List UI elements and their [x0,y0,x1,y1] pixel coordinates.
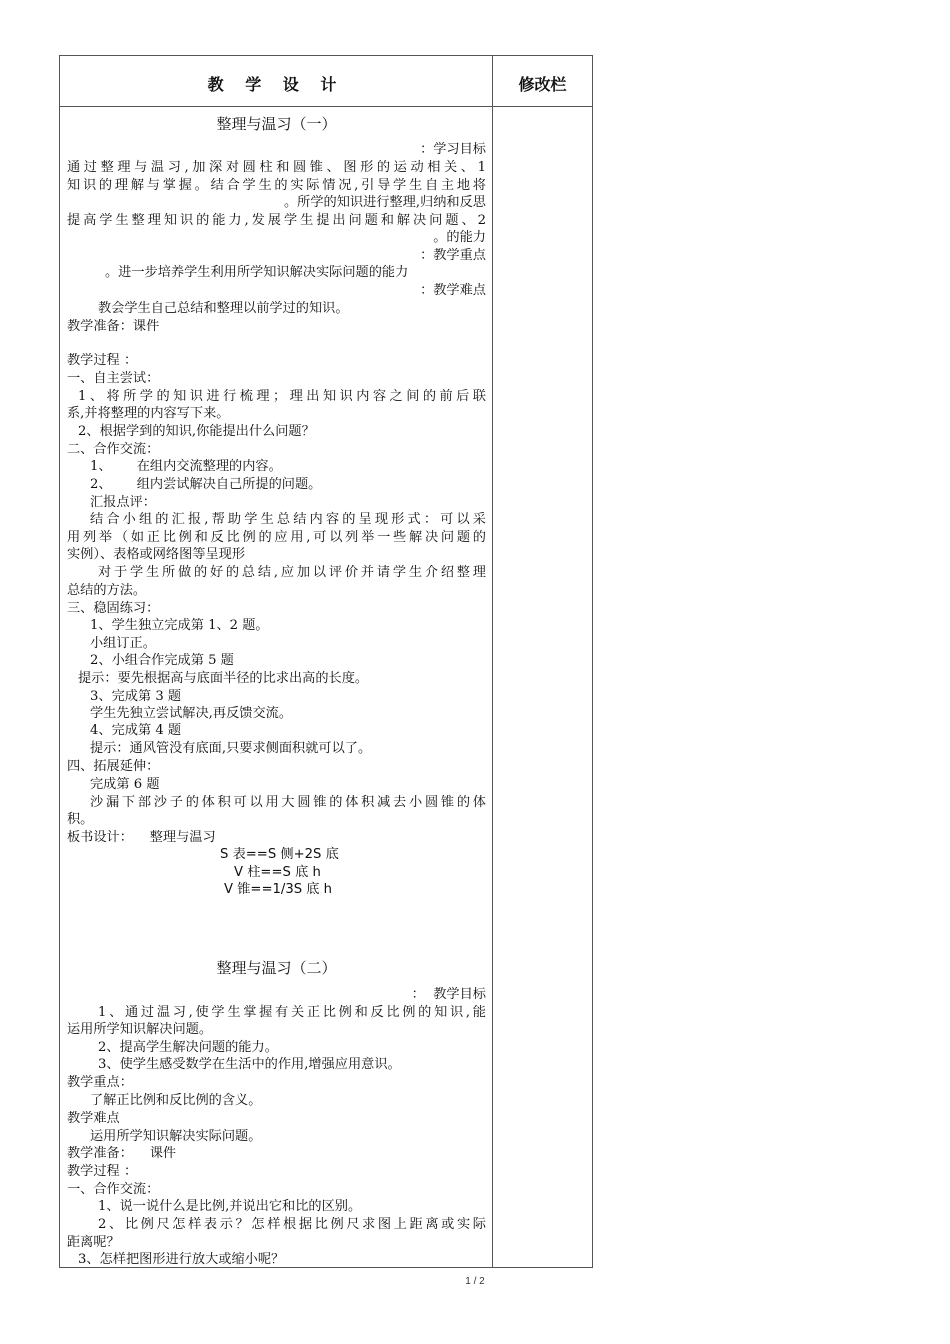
lesson1-prep: 教学准备：课件 [67,319,160,334]
formula: V 柱==S 底 h [234,865,321,880]
lesson1-goal-line: 知识的理解与掌握。结合学生的实际情况,引导学生自主地将 [67,178,486,193]
text-line: 用列举（如正比例和反比例的应用,可以列举一些解决问题的 [67,530,486,545]
text-line: 积。 [67,812,94,827]
board-design: 板书设计： 整理与温习 [67,830,216,845]
formula: S 表==S 侧+2S 底 [220,847,339,862]
text-line: 小组订正。 [90,636,156,651]
text-line: 4、完成第 4 题 [90,723,182,738]
text-line: 提示：要先根据高与底面半径的比求出高的长度。 [78,671,369,686]
text-line: 3、使学生感受数学在生活中的作用,增强应用意识。 [98,1057,401,1072]
lesson2-process: 教学过程 ： [67,1164,138,1179]
text-line: 了解正比例和反比例的含义。 [90,1093,262,1108]
section-heading: 教学重点： [67,1075,133,1090]
section-heading: 二、合作交流： [67,442,160,457]
text-line: 1、 在组内交流整理的内容。 [90,459,282,474]
lesson1-goal-line: 通过整理与温习,加深对圆柱和圆锥、图形的运动相关、1 [67,160,486,175]
text-line: 结合小组的汇报,帮助学生总结内容的呈现形式：可以采 [90,512,486,527]
section-heading: 一、合作交流： [67,1182,160,1197]
section-heading: 教学难点 [67,1111,120,1126]
lesson1-goal-line: 提高学生整理知识的能力,发展学生提出问题和解决问题、2 [67,213,486,228]
column-divider [492,55,493,1268]
design-column-header: 教 学 设 计 [207,75,345,94]
lesson2-goal-label: ： 教学目标 [411,987,486,1002]
lesson1-goal-line: 。所学的知识进行整理,归纳和反思 [283,195,486,210]
lesson1-diff-label: ：教学难点 [420,283,486,298]
text-line: 完成第 6 题 [90,777,160,792]
page-number: 1 / 2 [465,1276,485,1287]
text-line: 学生先独立尝试解决,再反馈交流。 [90,706,293,721]
text-line: 2、提高学生解决问题的能力。 [98,1040,278,1055]
lesson1-diff-line: 教会学生自己总结和整理以前学过的知识。 [98,301,349,316]
text-line: 2、比例尺怎样表示？怎样根据比例尺求图上距离或实际 [98,1217,486,1232]
text-line: 提示：通风管没有底面,只要求侧面积就可以了。 [90,741,372,756]
text-line: 实例）、表格或网络图等呈现形 [67,547,246,562]
text-line: 2、根据学到的知识,你能提出什么问题？ [78,424,315,439]
text-line: 1、将所学的知识进行梳理；理出知识内容之间的前后联 [78,389,486,404]
lesson1-process: 教学过程 ： [67,353,138,368]
lesson2-title: 整理与温习（二） [216,959,337,977]
text-line: 汇报点评： [90,495,156,510]
text-line: 1、学生独立完成第 1、2 题。 [90,618,269,633]
lesson1-goal-label: ：学习目标 [420,142,486,157]
text-line: 1、通过温习,使学生掌握有关正比例和反比例的知识,能 [98,1005,486,1020]
section-heading: 三、稳固练习： [67,601,160,616]
text-line: 3、完成第 3 题 [90,689,182,704]
lesson1-goal-line: 。的能力 [433,230,486,245]
formula: V 锥==1/3S 底 h [224,882,333,897]
text-line: 距离呢？ [67,1235,120,1250]
section-heading: 一、自主尝试： [67,371,160,386]
text-line: 运用所学知识解决实际问题。 [90,1129,262,1144]
text-line: 3、怎样把图形进行放大或缩小呢？ [78,1252,285,1267]
header-divider [59,106,593,107]
text-line: 2、 组内尝试解决自己所提的问题。 [90,477,322,492]
lesson1-key-label: ：教学重点 [420,248,486,263]
text-line: 2、小组合作完成第 5 题 [90,653,234,668]
lesson1-title: 整理与温习（一） [216,115,337,133]
text-line: 系,并将整理的内容写下来。 [67,406,230,421]
text-line: 运用所学知识解决问题。 [67,1022,213,1037]
text-line: 1、说一说什么是比例,并说出它和比的区别。 [98,1199,362,1214]
lesson2-prep: 教学准备： 课件 [67,1146,177,1161]
revise-column-header: 修改栏 [518,75,567,94]
text-line: 总结的方法。 [67,583,147,598]
text-line: 沙漏下部沙子的体积可以用大圆锥的体积减去小圆锥的体 [90,795,486,810]
section-heading: 四、拓展延伸： [67,759,160,774]
lesson1-key-line: 。进一步培养学生利用所学知识解决实际问题的能力 [105,265,409,280]
text-line: 对于学生所做的好的总结,应加以评价并请学生介绍整理 [98,565,486,580]
